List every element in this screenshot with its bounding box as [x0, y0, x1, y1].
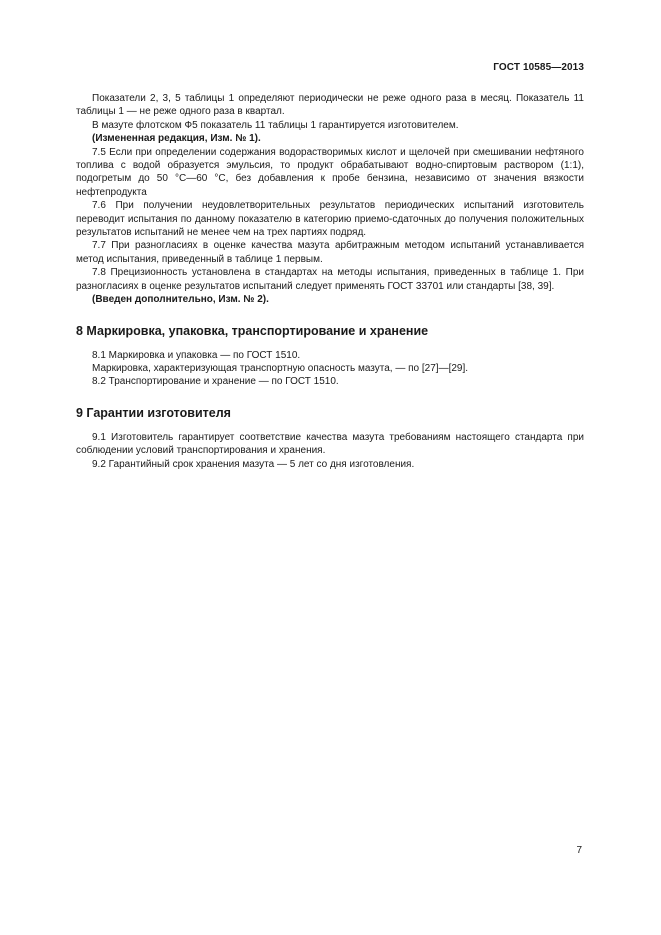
paragraph-9-1: 9.1 Изготовитель гарантирует соответствие качества мазута требованиям настоящего стандарта при соблюдении условий транспортирования и хранения. — [76, 431, 584, 457]
paragraph-f5-guarantee: В мазуте флотском Ф5 показатель 11 таблицы 1 гарантируется изготовителем. — [92, 119, 459, 131]
page-number: 7 — [576, 845, 582, 856]
paragraph-8-1-marking: Маркировка, характеризующая транспортную опасность мазута, — по [27]—[29]. — [92, 362, 469, 374]
paragraph-7-5: 7.5 Если при определении содержания водорастворимых кислот и щелочей при смешивании нефтяного топлива с водой образуется эмульсия, то продукт обрабатывают водно-спиртовым раствором (1:1), подогретым до 50 °C—60 °C, без добавления к пробе бензина, независимо от значения вязкости нефтепродукта — [76, 146, 584, 198]
paragraph-8-2: 8.2 Транспортирование и хранение — по ГОСТ 1510. — [92, 376, 339, 388]
paragraph-7-6: 7.6 При получении неудовлетворительных результатов периодических испытаний изготовитель переводит испытания по данному показателю в категорию приемо-сдаточных до получения положительных результатов испытаний не менее чем на трех партиях подряд. — [76, 200, 584, 239]
section-9-title: 9 Гарантии изготовителя — [76, 405, 231, 420]
paragraph-indicators-frequency: Показатели 2, 3, 5 таблицы 1 определяют периодически не реже одного раза в месяц. Показатель 11 таблицы 1 — не реже одного раза в квартал. — [76, 93, 584, 118]
amendment-note-2: (Введен дополнительно, Изм. № 2). — [92, 294, 269, 306]
paragraph-7-7: 7.7 При разногласиях в оценке качества мазута арбитражным методом испытаний устанавливается метод испытания, приведенный в таблице 1 первым. — [76, 240, 584, 265]
paragraph-7-8: 7.8 Прецизионность установлена в стандартах на методы испытания, приведенных в таблице 1. При разногласиях в оценке результатов испытаний следует применять ГОСТ 33701 или стандарты [38, 39]. — [76, 267, 584, 292]
document-body — [76, 92, 584, 471]
standard-header: ГОСТ 10585—2013 — [493, 62, 584, 73]
paragraph-9-2: 9.2 Гарантийный срок хранения мазута — 5 лет со дня изготовления. — [92, 458, 415, 470]
paragraph-8-1: 8.1 Маркировка и упаковка — по ГОСТ 1510. — [92, 349, 301, 361]
amendment-note-1: (Измененная редакция, Изм. № 1). — [92, 133, 261, 145]
section-8-title: 8 Маркировка, упаковка, транспортирование и хранение — [76, 323, 429, 338]
